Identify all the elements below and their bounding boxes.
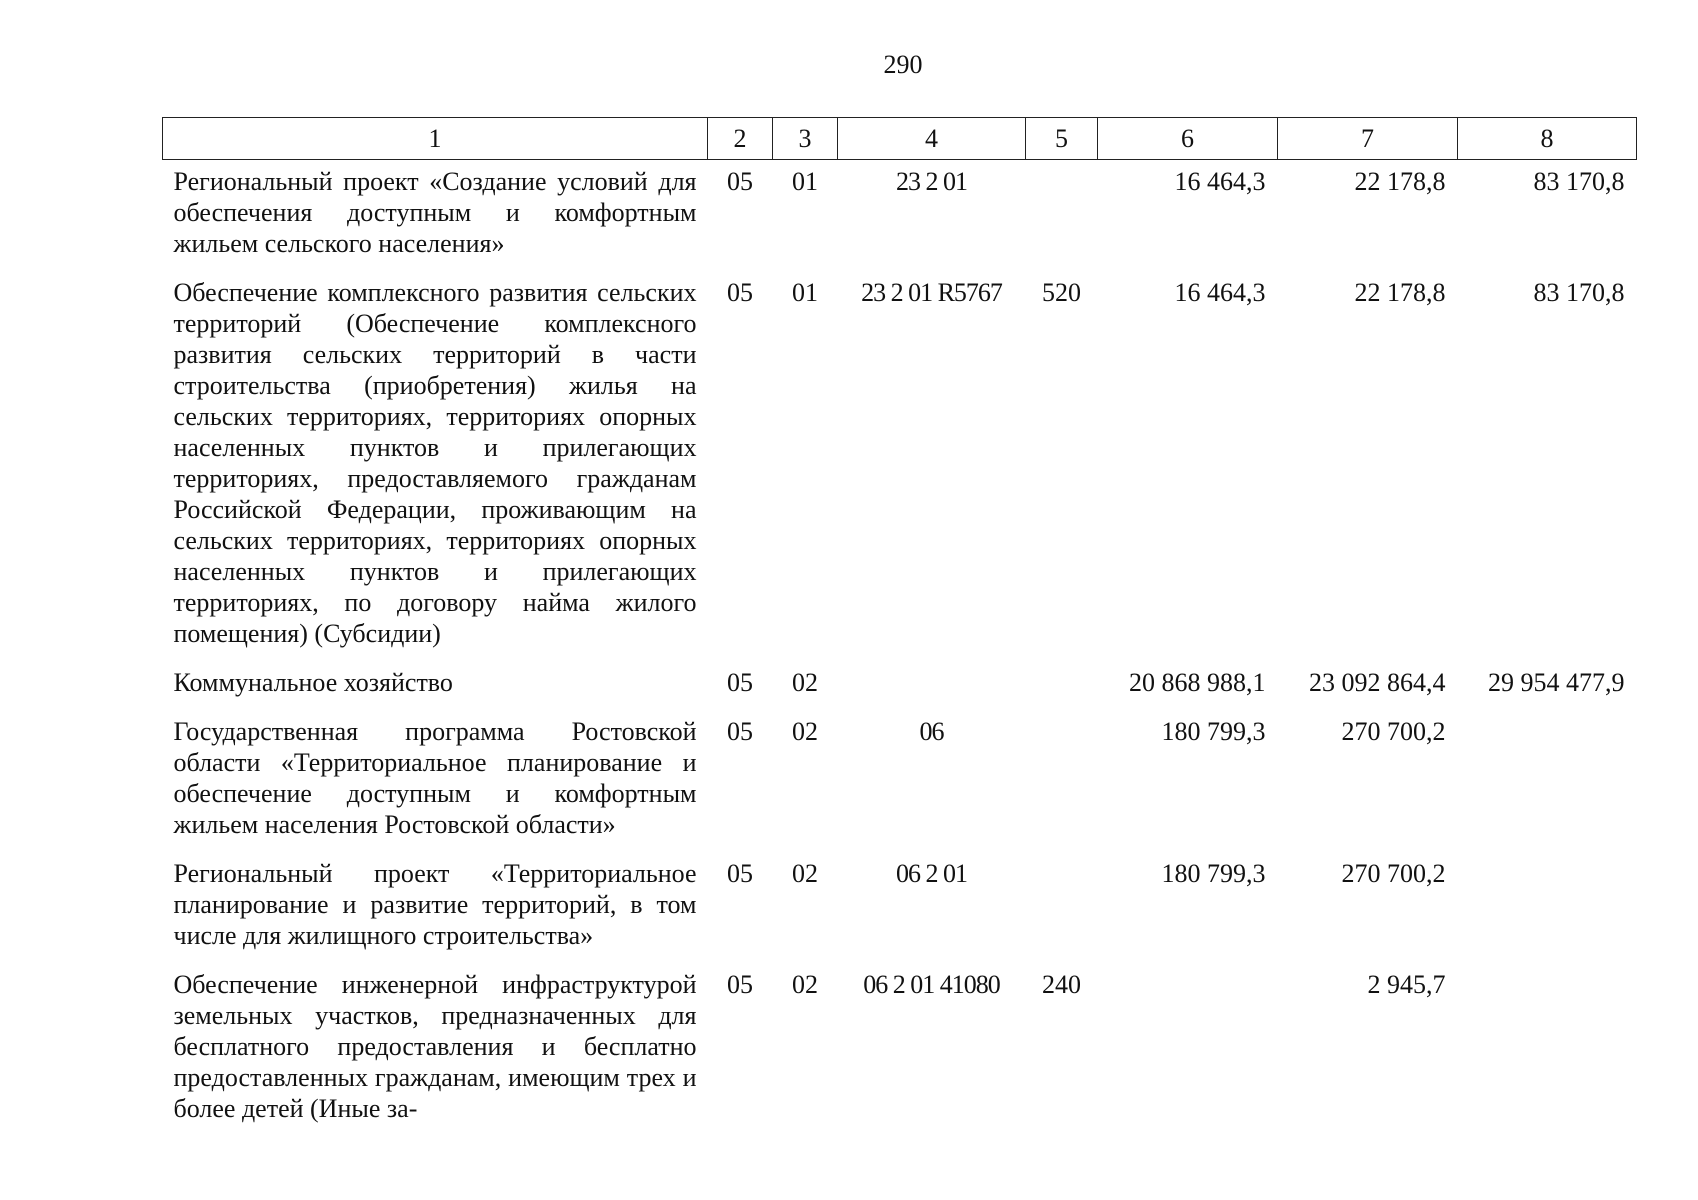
row-amount-3: 83 170,8 [1533, 167, 1625, 196]
table-row [163, 959, 1637, 1132]
row-subsection: 01 [792, 167, 818, 196]
row-amount-1: 16 464,3 [1174, 167, 1266, 196]
table-row [163, 267, 1637, 657]
row-section: 05 [727, 668, 753, 697]
row-target-item: 23 2 01 [896, 167, 967, 196]
row-expense-type [1026, 160, 1098, 268]
column-header-expense-type: 5 [1026, 118, 1098, 160]
row-subsection: 02 [792, 668, 818, 697]
column-header-target-item: 4 [838, 118, 1026, 160]
row-subsection: 02 [792, 859, 818, 888]
row-section: 05 [727, 970, 753, 999]
row-amount-3 [1458, 848, 1637, 959]
column-header-amount-1: 6 [1098, 118, 1278, 160]
table-row [163, 160, 1637, 268]
page-number: 290 [883, 50, 923, 79]
row-amount-3 [1458, 706, 1637, 848]
row-target-item: 06 2 01 41080 [863, 970, 1000, 999]
row-target-item: 23 2 01 R5767 [861, 278, 1002, 307]
column-header-name: 1 [163, 118, 708, 160]
row-section: 05 [727, 859, 753, 888]
row-target-item [838, 657, 1026, 706]
row-subsection: 02 [792, 970, 818, 999]
row-section: 05 [727, 167, 753, 196]
row-amount-1: 180 799,3 [1161, 859, 1266, 888]
row-expense-type [1026, 706, 1098, 848]
row-expense-type [1026, 657, 1098, 706]
row-amount-2: 2 945,7 [1367, 970, 1446, 999]
budget-table [162, 117, 1637, 1132]
row-amount-3: 83 170,8 [1533, 278, 1625, 307]
row-name: Государственная программа Ростовской области «Территориальное планирование и обеспечение доступным и комфортным жильем населения Ростовской области» [173, 717, 697, 839]
column-header-section: 2 [708, 118, 773, 160]
row-amount-1 [1098, 959, 1278, 1132]
table-row [163, 706, 1637, 848]
header-row [163, 118, 1637, 160]
row-amount-1: 20 868 988,1 [1129, 668, 1266, 697]
column-header-amount-2: 7 [1278, 118, 1458, 160]
row-amount-1: 16 464,3 [1174, 278, 1266, 307]
row-section: 05 [727, 717, 753, 746]
row-expense-type: 520 [1042, 278, 1081, 307]
row-amount-2: 270 700,2 [1341, 717, 1446, 746]
table-row [163, 848, 1637, 959]
row-section: 05 [727, 278, 753, 307]
row-target-item: 06 2 01 [896, 859, 967, 888]
row-name: Коммунальное хозяйство [173, 668, 453, 697]
table-row [163, 657, 1637, 706]
row-amount-3: 29 954 477,9 [1488, 668, 1625, 697]
row-target-item: 06 [919, 717, 944, 746]
row-amount-2: 23 092 864,4 [1309, 668, 1446, 697]
column-header-subsection: 3 [773, 118, 838, 160]
row-amount-2: 270 700,2 [1341, 859, 1446, 888]
row-amount-3 [1458, 959, 1637, 1132]
row-subsection: 01 [792, 278, 818, 307]
row-name: Обеспечение инженерной инфраструктурой земельных участков, предназначенных для бесплатного предоставления и бесплатно предоставленных гражданам, имеющим трех и более детей (Иные за- [173, 970, 697, 1123]
row-name: Обеспечение комплексного развития сельских территорий (Обеспечение комплексного развития сельских территорий в части строительства (приобретения) жилья на сельских территориях, территориях опорных населенных пунктов и прилегающих территориях, предоставляемого гражданам Российской Федерации, проживающим на сельских территориях, территориях опорных населенных пунктов и прилегающих территориях, по договору найма жилого помещения) (Субсидии) [173, 278, 697, 648]
row-subsection: 02 [792, 717, 818, 746]
row-amount-2: 22 178,8 [1354, 278, 1446, 307]
row-expense-type [1026, 848, 1098, 959]
row-name: Региональный проект «Территориальное планирование и развитие территорий, в том числе для жилищного строительства» [173, 859, 697, 950]
row-name: Региональный проект «Создание условий для обеспечения доступным и комфортным жильем сельского населения» [173, 167, 697, 258]
row-amount-2: 22 178,8 [1354, 167, 1446, 196]
row-amount-1: 180 799,3 [1161, 717, 1266, 746]
column-header-amount-3: 8 [1458, 118, 1637, 160]
row-expense-type: 240 [1042, 970, 1081, 999]
